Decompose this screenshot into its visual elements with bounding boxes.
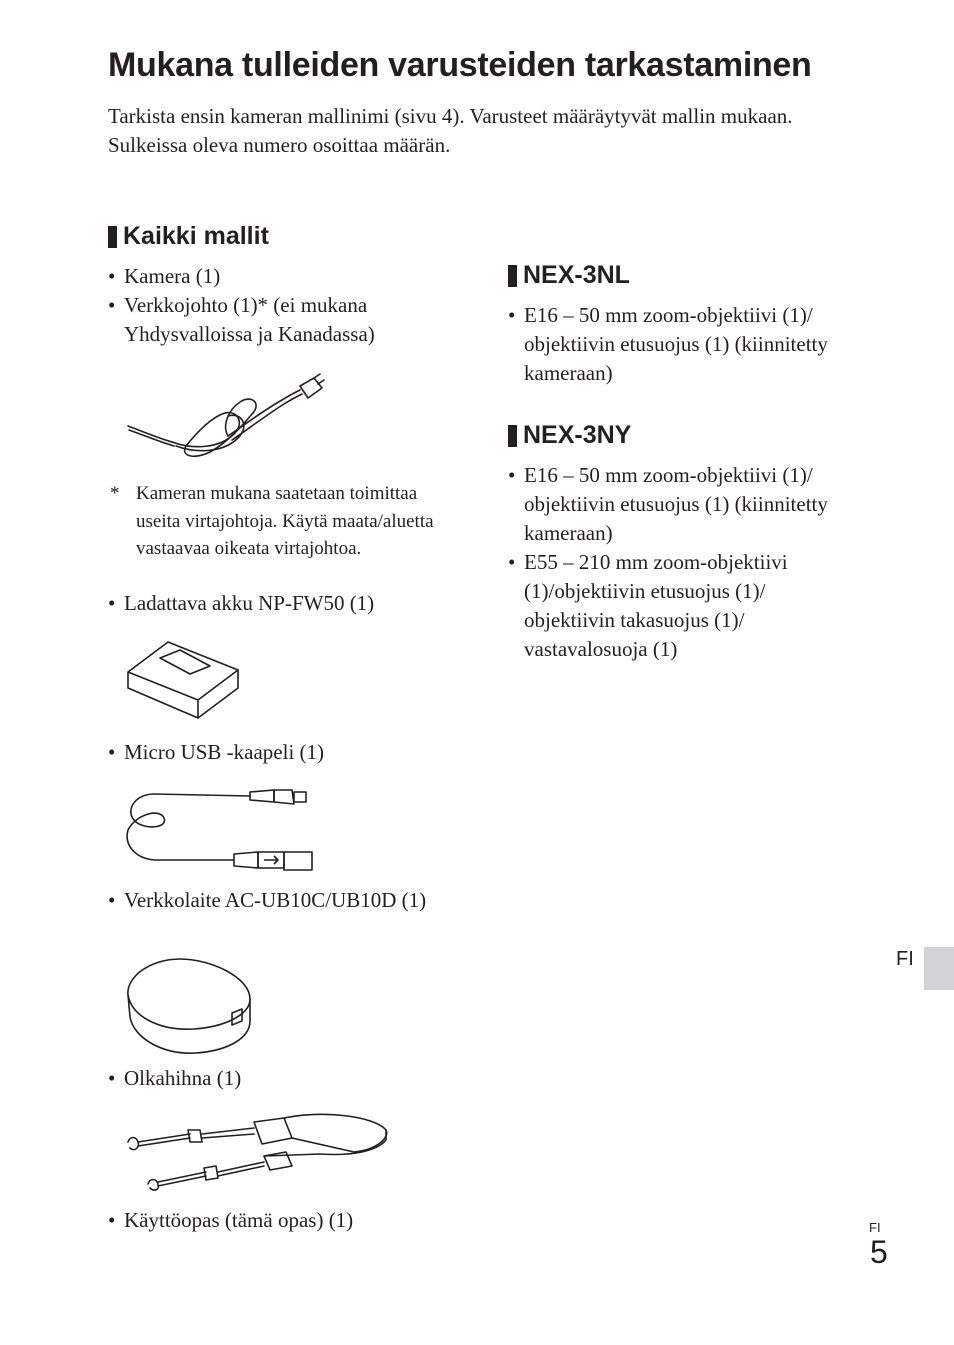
- intro-line-1: Tarkista ensin kameran mallinimi (sivu 4). Varusteet määräytyvät mallin mukaan.: [108, 104, 793, 128]
- section-heading-label: NEX-3NL: [523, 261, 630, 289]
- nex-3ny-list: [508, 461, 858, 664]
- all-models-list-3: [108, 738, 448, 767]
- footnote: [108, 480, 458, 563]
- section-heading-nex-3nl: [508, 261, 630, 290]
- list-item: • Verkkolaite AC-UB10C/UB10D (1): [108, 886, 448, 915]
- power-cord-illustration: [124, 364, 334, 464]
- section-marker-icon: [508, 265, 517, 287]
- section-heading-label: NEX-3NY: [523, 421, 632, 449]
- list-item: • Micro USB -kaapeli (1): [108, 738, 448, 767]
- section-marker-icon: [508, 425, 517, 447]
- list-item: • E16 – 50 mm zoom-objektiivi (1)/ objektiivin etusuojus (1) (kiinnitetty kameraan): [508, 301, 858, 388]
- section-heading-label: Kaikki mallit: [123, 222, 269, 250]
- list-item: • Olkahihna (1): [108, 1064, 448, 1093]
- section-heading-nex-3ny: [508, 421, 631, 450]
- all-models-list-5: [108, 1064, 448, 1093]
- section-heading-all-models: [108, 222, 269, 251]
- language-tab: [924, 947, 954, 990]
- all-models-list-1: [108, 262, 448, 349]
- list-item: • Ladattava akku NP-FW50 (1): [108, 589, 448, 618]
- list-item: • Verkkojohto (1)* (ei mukana Yhdysvalloissa ja Kanadassa): [108, 291, 448, 349]
- list-item: • Kamera (1): [108, 262, 448, 291]
- list-item: • Käyttöopas (tämä opas) (1): [108, 1206, 448, 1235]
- footer-language: FI: [869, 1220, 881, 1235]
- section-marker-icon: [108, 226, 117, 248]
- footnote-marker: *: [110, 483, 120, 504]
- all-models-list-2: [108, 589, 448, 618]
- list-item: • E16 – 50 mm zoom-objektiivi (1)/ objektiivin etusuojus (1) (kiinnitetty kameraan): [508, 461, 858, 548]
- intro-text: [108, 102, 848, 160]
- language-tab-label: FI: [896, 948, 914, 970]
- list-item: • E55 – 210 mm zoom-objektiivi (1)/objektiivin etusuojus (1)/ objektiivin takasuojus (1)/ vastavalosuoja (1): [508, 548, 858, 664]
- usb-cable-illustration: [124, 782, 318, 874]
- page-number: 5: [870, 1234, 888, 1270]
- all-models-list-4: [108, 886, 448, 915]
- nex-3nl-list: [508, 301, 858, 388]
- intro-line-2: Sulkeissa oleva numero osoittaa määrän.: [108, 133, 451, 157]
- all-models-list-6: [108, 1206, 448, 1235]
- shoulder-strap-illustration: [124, 1108, 392, 1194]
- ac-adaptor-illustration: [124, 955, 256, 1059]
- battery-illustration: [124, 638, 244, 724]
- footnote-text: Kameran mukana saatetaan toimittaa useita virtajohtoja. Käytä maata/aluetta vastaavaa oikeata virtajohtoa.: [136, 483, 434, 559]
- page-title: Mukana tulleiden varusteiden tarkastaminen: [108, 46, 812, 84]
